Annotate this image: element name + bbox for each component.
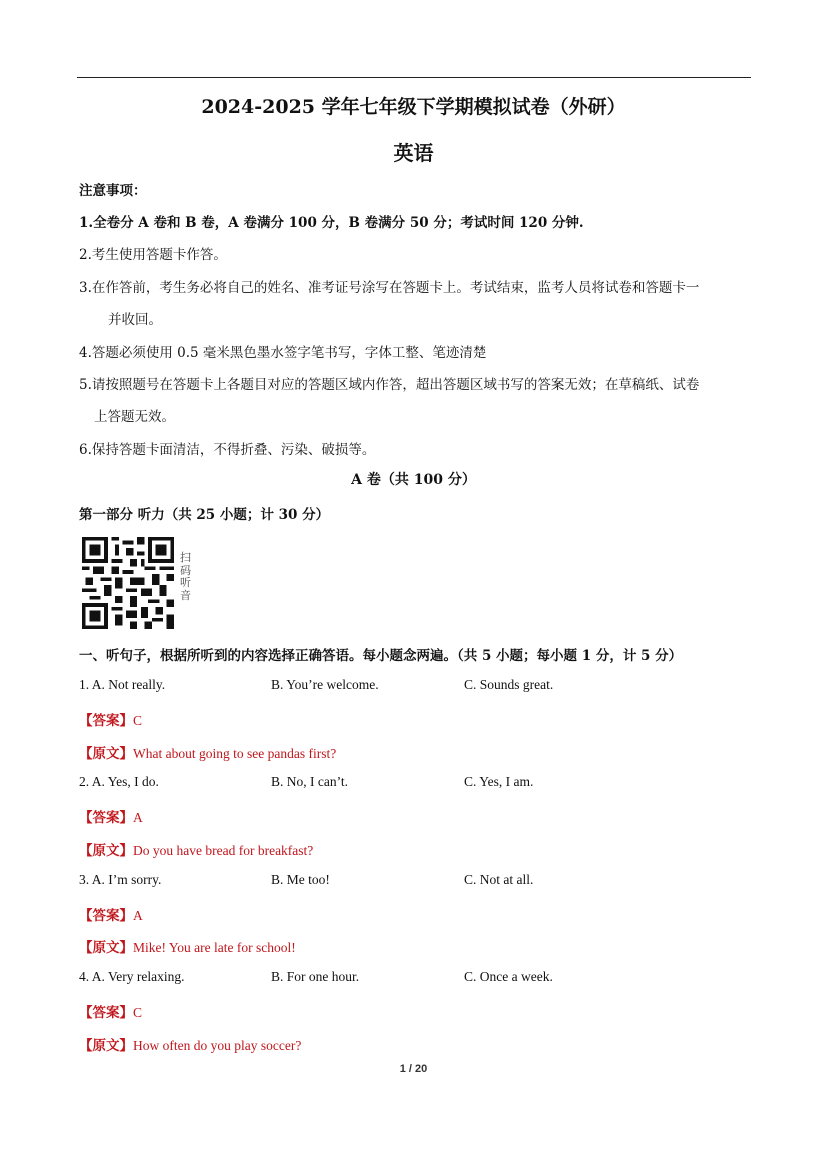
original-tag: 【原文】 (79, 1038, 133, 1053)
answer-tag: 【答案】 (79, 908, 133, 923)
q3-option-b: B. Me too! (271, 872, 330, 887)
q4-option-c: C. Once a week. (464, 969, 553, 984)
q4-original (79, 1034, 301, 1054)
q2-answer-value: A (133, 810, 143, 825)
q3-original (79, 936, 296, 956)
notice-item-5: 5.请按照题号在答题卡上各题目对应的答题区域内作答，超出答题区域书写的答案无效；在草稿纸、试卷 (79, 377, 700, 393)
original-tag: 【原文】 (79, 940, 133, 955)
q3-option-c: C. Not at all. (464, 872, 534, 887)
q1-option-a: 1. A. Not really. (79, 677, 166, 692)
q2-original-text: Do you have bread for breakfast? (133, 843, 314, 858)
page-number: 1 / 20 (399, 1063, 428, 1075)
instruction-1: 一、听句子，根据所听到的内容选择正确答语。每小题念两遍。（共 5 小题；每小题 1 分，计 5 分） (79, 648, 683, 664)
q3-answer-value: A (133, 908, 143, 923)
q4-answer-value: C (133, 1005, 143, 1020)
q1-original-text: What about going to see pandas first? (133, 746, 337, 761)
notice-item-5-cont: 上答题无效。 (94, 409, 175, 425)
section-a-heading: A 卷（共 100 分） (351, 472, 476, 488)
q3-answer (79, 904, 143, 924)
notice-item-3-cont: 并收回。 (108, 312, 162, 328)
q1-answer (79, 709, 142, 729)
answer-tag: 【答案】 (79, 810, 133, 825)
q4-answer (79, 1001, 142, 1021)
answer-tag: 【答案】 (79, 1005, 133, 1020)
original-tag: 【原文】 (79, 843, 133, 858)
q2-option-b: B. No, I can’t. (271, 774, 348, 789)
notice-item-4: 4.答题必须使用 0.5 毫米黑色墨水签字笔书写，字体工整、笔迹清楚 (79, 345, 487, 361)
notice-heading: 注意事项： (79, 183, 147, 199)
q4-original-text: How often do you play soccer? (133, 1038, 302, 1053)
notice-item-3: 3.在作答前，考生务必将自己的姓名、准考证号涂写在答题卡上。考试结束，监考人员将试卷和答题卡一 (79, 280, 700, 296)
q4-option-a: 4. A. Very relaxing. (79, 969, 185, 984)
q2-option-c: C. Yes, I am. (464, 774, 534, 789)
q3-original-text: Mike! You are late for school! (133, 940, 296, 955)
qr-code-icon[interactable] (82, 537, 174, 629)
q4-option-b: B. For one hour. (271, 969, 360, 984)
original-tag: 【原文】 (79, 746, 133, 761)
q2-option-a: 2. A. Yes, I do. (79, 774, 159, 789)
header-rule (77, 77, 751, 78)
q2-original (79, 839, 313, 859)
subject-title: 英语 (393, 141, 434, 165)
notice-item-6: 6.保持答题卡面清洁，不得折叠、污染、破损等。 (79, 442, 376, 458)
notice-item-2: 2.考生使用答题卡作答。 (79, 247, 227, 263)
q3-option-a: 3. A. I’m sorry. (79, 872, 162, 887)
part1-heading: 第一部分 听力（共 25 小题；计 30 分） (79, 507, 330, 523)
q1-original (79, 742, 336, 762)
notice-item-1: 1.全卷分 A 卷和 B 卷，A 卷满分 100 分，B 卷满分 50 分；考试时间 120 分钟. (79, 215, 584, 231)
q1-option-b: B. You’re welcome. (271, 677, 379, 692)
q1-option-c: C. Sounds great. (464, 677, 554, 692)
q2-answer (79, 806, 143, 826)
qr-label: 扫码听音 (180, 551, 191, 602)
answer-tag: 【答案】 (79, 713, 133, 728)
q1-answer-value: C (133, 713, 143, 728)
exam-title: 2024-2025 学年七年级下学期模拟试卷（外研） (201, 96, 626, 118)
